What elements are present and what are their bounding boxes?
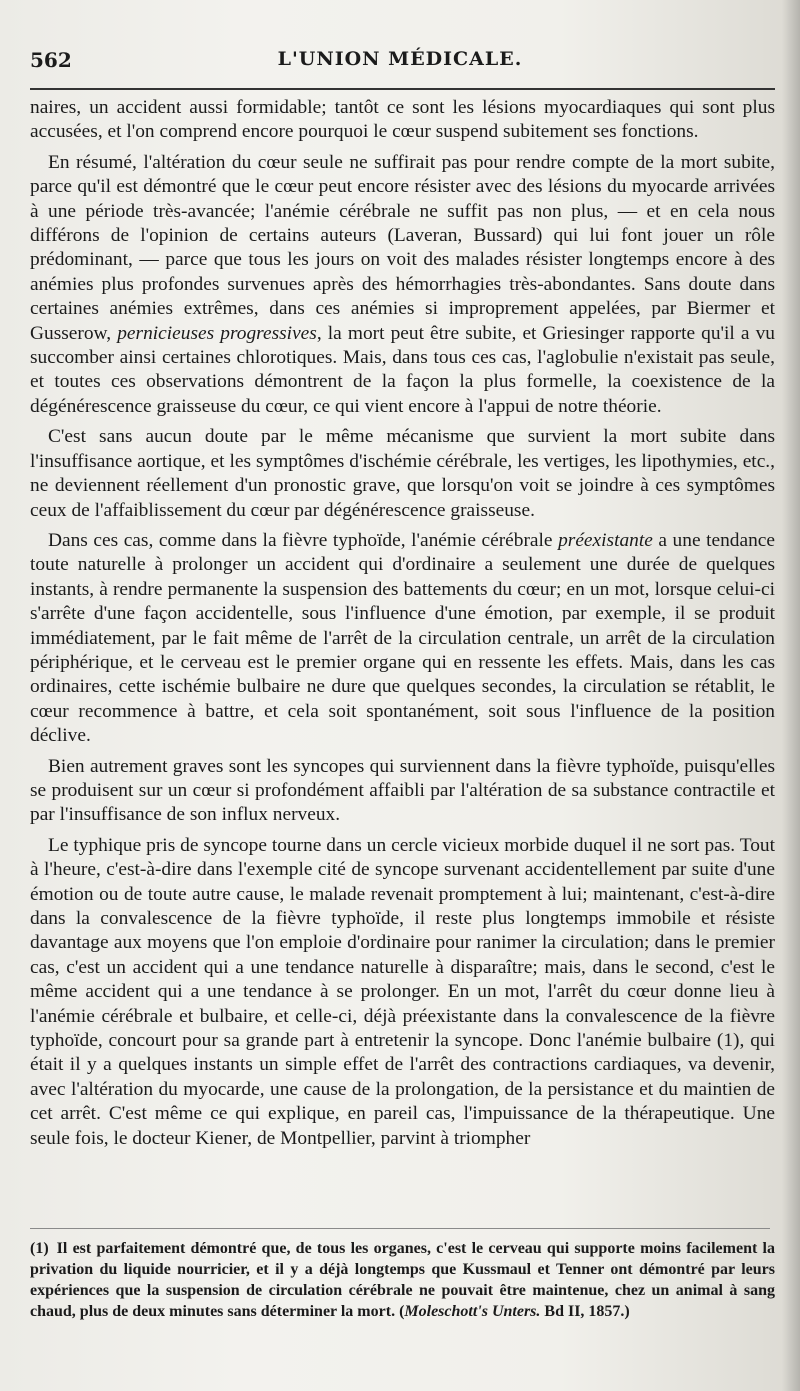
footnote-citation: Moleschott's Unters. — [404, 1303, 541, 1320]
header-rule — [30, 88, 775, 90]
paragraph-text: , la mort peut être subite, et Griesinger rapporte qu'il a vu succomber ainsi certaines chlorotiques. Mais, dans tous ces cas, l'aglobulie n'existait pas seule, et toutes ces observations démontrent de la façon la plus formelle, la coexistence de la dégénérescence graisseuse du cœur, ce qui vient encore à l'appui de notre théorie. — [30, 322, 775, 417]
footnote-citation-tail: Bd II, 1857.) — [540, 1303, 630, 1320]
footnote-text: Il est parfaitement démontré que, de tous les organes, c'est le cerveau qui supporte moins facilement la privation du liquide nourricier, et il y a déjà longtemps que Kussmaul et Tenner ont démontré par leurs expériences que la suspension de circulation cérébrale ne pouvait être maintenue, chez un animal à sang chaud, plus de deux minutes sans déterminer la mort. ( — [30, 1240, 775, 1320]
body-text — [30, 96, 775, 1157]
paragraph-text: a une tendance toute naturelle à prolonger un accident qui d'ordinaire a seulement une durée de quelques instants, à rendre permanente la suspension des battements du cœur; en un mot, lorsque celui-ci s'arrête d'une façon accidentelle, sous l'influence d'une émotion, par exemple, il se produit immédiatement, par le fait même de l'arrêt de la circulation centrale, un arrêt de la circulation périphérique, et le cerveau est le premier organe qui en ressente les effets. Mais, dans les cas ordinaires, cette ischémie bulbaire ne dure que quelques secondes, la circulation se rétablit, le cœur recommence à battre, et cela soit spontanément, soit sous l'influence de la position déclive. — [30, 529, 775, 747]
running-title: L'UNION MÉDICALE. — [277, 48, 523, 70]
italic-phrase: préexistante — [558, 529, 653, 551]
footnote — [30, 1238, 775, 1322]
footnote-rule — [30, 1228, 770, 1229]
paragraph-text: En résumé, l'altération du cœur seule ne suffirait pas pour rendre compte de la mort subite, parce qu'il est démontré que le cœur peut encore résister avec des lésions du myocarde arrivées à une période très-avancée; l'anémie cérébrale ne suffit pas non plus, — et en cela nous différons de l'opinion de certains auteurs (Laveran, Bussard) qui lui font jouer un rôle prédominant, — parce que tous les jours on voit des malades résister longtemps encore à des anémies plus profondes survenues après des hémorrhagies très-abondantes. Sans doute dans certaines anémies extrêmes, dans ces anémies si improprement appelées, par Biermer et Gusserow, — [30, 151, 775, 344]
paragraph-2 — [30, 151, 775, 419]
footnote-mark: (1) — [30, 1240, 49, 1257]
paragraph-5: Bien autrement graves sont les syncopes qui surviennent dans la fièvre typhoïde, puisqu'elles se produisent sur un cœur si profondément affaibli par l'altération de sa substance contractile et par l'insuffisance de son influx nerveux. — [30, 755, 775, 826]
paragraph-3: C'est sans aucun doute par le même mécanisme que survient la mort subite dans l'insuffisance aortique, et les symptômes d'ischémie cérébrale, les vertiges, les lipothymies, etc., ne deviennent réellement d'un pronostic grave, que lorsqu'on voit se joindre à ces symptômes ceux de l'affaiblissement du cœur par dégénérescence graisseuse. — [30, 426, 775, 521]
page-header — [30, 46, 770, 80]
paragraph-1: naires, un accident aussi formidable; tantôt ce sont les lésions myocardiaques qui sont plus accusées, et l'on comprend encore pourquoi le cœur suspend subitement ses fonctions. — [30, 97, 775, 143]
paragraph-4 — [30, 529, 775, 749]
italic-phrase: pernicieuses progressives — [117, 322, 317, 344]
paragraph-6: Le typhique pris de syncope tourne dans un cercle vicieux morbide duquel il ne sort pas. Tout à l'heure, c'est-à-dire dans l'exemple cité de syncope survenant accidentellement par suite d'une émotion ou de toute autre cause, le malade revenait promptement à lui; maintenant, c'est-à-dire dans la convalescence de la fièvre typhoïde, il reste plus longtemps immobile et résiste davantage aux moyens que l'on emploie d'ordinaire pour ranimer la circulation; dans le premier cas, c'est un accident qui a une tendance naturelle à disparaître; mais, dans le second, c'est le même accident qui a une tendance à se prolonger. En un mot, l'arrêt du cœur donne lieu à l'anémie cérébrale et bulbaire, et celle-ci, déjà préexistante dans la convalescence de la fièvre typhoïde, concourt pour sa grande part à entretenir la syncope. Donc l'anémie bulbaire (1), qui était il y a quelques instants un simple effet de l'arrêt des contractions cardiaques, va devenir, avec l'altération du myocarde, une cause de la prolongation, de la persistance et du maintien de cet arrêt. C'est même ce qui explique, en pareil cas, l'impuissance de la thérapeutique. Une seule fois, le docteur Kiener, de Montpellier, parvint à triompher — [30, 834, 775, 1149]
page-number: 562 — [30, 48, 72, 72]
paragraph-text: Dans ces cas, comme dans la fièvre typhoïde, l'anémie cérébrale — [48, 529, 559, 551]
